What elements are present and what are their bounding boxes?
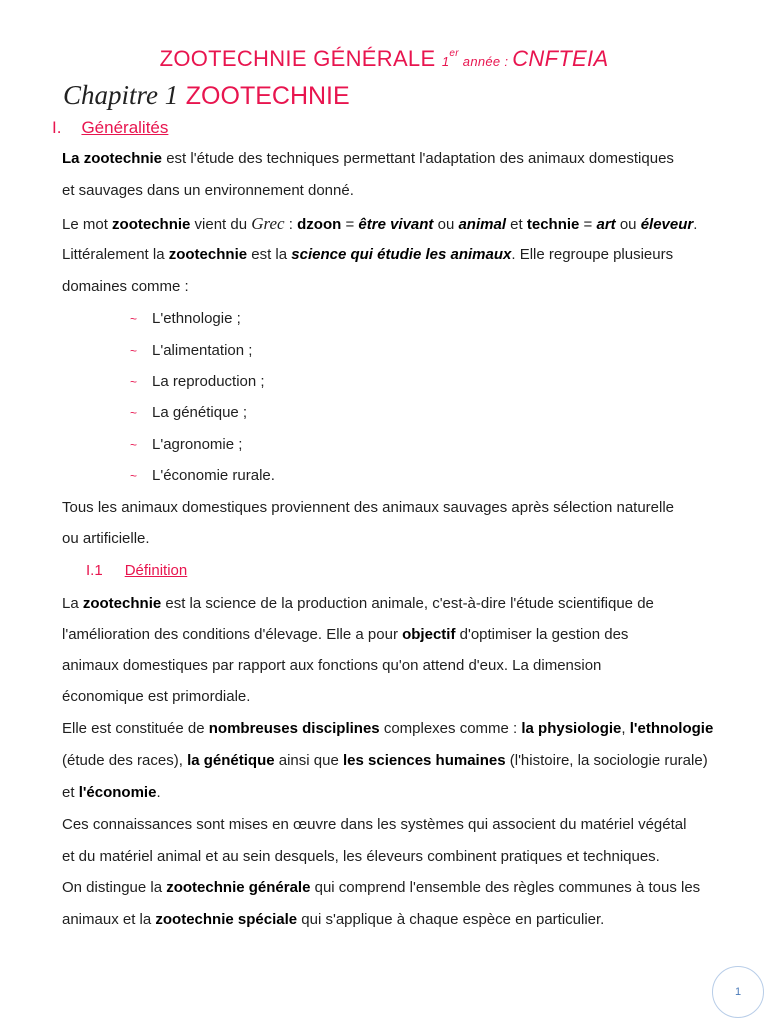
tilde-bullet-icon: ~ [130,406,138,420]
chapter-heading: Chapitre 1 ZOOTECHNIE [63,80,350,110]
paragraph-line: et l'économie. [62,784,161,801]
paragraph-line: économique est primordiale. [62,688,251,705]
paragraph-line: animaux et la zootechnie spéciale qui s'applique à chaque espèce en particulier. [62,911,605,928]
tilde-bullet-icon: ~ [130,344,138,358]
paragraph-line: Tous les animaux domestiques proviennent des animaux sauvages après sélection naturelle [62,499,675,516]
document-title: ZOOTECHNIE GÉNÉRALE 1er année : CNFTEIA [159,46,609,71]
paragraph-line: et sauvages dans un environnement donné. [62,182,354,199]
list-item: ~ L'ethnologie ; [130,310,241,327]
subsection-heading-definition: I.1 Définition [86,562,188,579]
list-item: ~ L'alimentation ; [130,342,253,359]
paragraph-line: l'amélioration des conditions d'élevage. Elle a pour objectif d'optimiser la gestion des [62,626,629,643]
tilde-bullet-icon: ~ [130,438,138,452]
paragraph-line: La zootechnie est la science de la production animale, c'est-à-dire l'étude scientifique de [62,595,654,612]
paragraph-line: Elle est constituée de nombreuses disciplines complexes comme : la physiologie, l'ethnologie [62,720,714,737]
paragraph-line: animaux domestiques par rapport aux fonctions qu'on attend d'eux. La dimension [62,657,602,674]
paragraph-line: et du matériel animal et au sein desquels, les éleveurs combinent pratiques et techniques. [62,848,660,865]
list-item: ~ La génétique ; [130,404,248,421]
tilde-bullet-icon: ~ [130,375,138,389]
paragraph-line: Le mot zootechnie vient du Grec : dzoon = être vivant ou animal et technie = art ou éleveur. [62,214,698,233]
page-number: 1 [712,966,764,1018]
org-name: CNFTEIA [512,46,609,71]
paragraph-line: La zootechnie est l'étude des techniques permettant l'adaptation des animaux domestiques [62,150,674,167]
tilde-bullet-icon: ~ [130,469,138,483]
year-label: 1er année : [441,48,513,69]
paragraph-line: On distingue la zootechnie générale qui comprend l'ensemble des règles communes à tous les [62,879,701,896]
tilde-bullet-icon: ~ [130,312,138,326]
list-item: ~ La reproduction ; [130,373,265,390]
paragraph-line: Littéralement la zootechnie est la science qui étudie les animaux. Elle regroupe plusieurs [62,246,674,263]
list-item: ~ L'économie rurale. [130,467,275,484]
paragraph-line: domaines comme : [62,278,189,295]
paragraph-line: ou artificielle. [62,530,150,547]
list-item: ~ L'agronomie ; [130,436,243,453]
paragraph-line: (étude des races), la génétique ainsi que les sciences humaines (l'histoire, la sociologie rurale) [62,752,708,769]
paragraph-line: Ces connaissances sont mises en œuvre dans les systèmes qui associent du matériel végétal [62,816,687,833]
section-heading-generalites: I. Généralités [52,118,169,137]
